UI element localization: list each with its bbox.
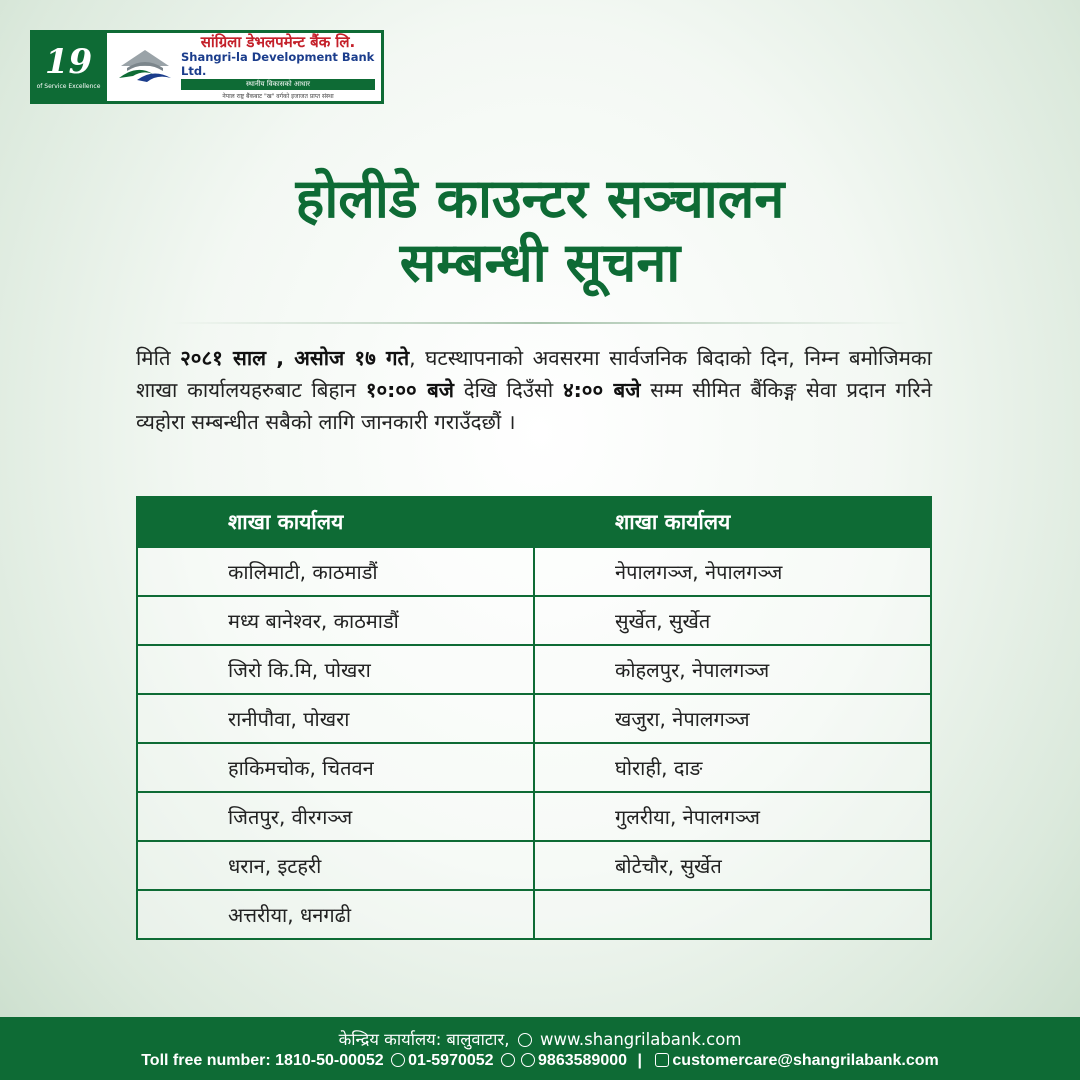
- footer-separator: |: [637, 1052, 642, 1069]
- footer-contact-row: [0, 1052, 1080, 1070]
- contact-footer: [0, 1017, 1080, 1080]
- branch-cell: मध्य बानेश्वर, काठमाडौं: [137, 596, 534, 645]
- phone-number[interactable]: 01-5970052: [408, 1052, 494, 1069]
- mobile-number[interactable]: 9863589000: [538, 1052, 628, 1069]
- notice-text-4: सम्म सीमित बैंकिङ्ग सेवा प्रदान गरिने व्यहोरा सम्बन्धीत सबैको लागि जानकारी गराउँदछौं ।: [136, 378, 933, 434]
- branch-cell: बोटेचौर, सुर्खेत: [534, 841, 931, 890]
- table-row: [137, 645, 931, 694]
- notice-title-line2: सम्बन्धी सूचना: [399, 231, 681, 294]
- bank-tagline: स्थानीय विकासको आधार: [181, 79, 375, 90]
- branch-cell: नेपालगञ्ज, नेपालगञ्ज: [534, 547, 931, 596]
- website-link[interactable]: www.shangrilabank.com: [539, 1030, 742, 1049]
- branch-cell: खजुरा, नेपालगञ्ज: [534, 694, 931, 743]
- viber-icon: [501, 1053, 515, 1067]
- logo-text: [177, 34, 375, 99]
- notice-paragraph: [136, 342, 932, 438]
- table-row: [137, 596, 931, 645]
- branch-cell: धरान, इटहरी: [137, 841, 534, 890]
- table-row: [137, 694, 931, 743]
- notice-start-time: १०:०० बजे: [365, 378, 454, 402]
- branch-cell: सुर्खेत, सुर्खेत: [534, 596, 931, 645]
- anniversary-years: 19: [44, 41, 93, 82]
- email-link[interactable]: customercare@shangrilabank.com: [672, 1052, 939, 1069]
- notice-date: २०८१ साल , असोज १७ गते: [180, 346, 410, 370]
- branch-cell: जिरो कि.मि, पोखरा: [137, 645, 534, 694]
- title-divider: [170, 322, 910, 324]
- bank-logo-box: [30, 30, 384, 104]
- phone-icon: [391, 1053, 405, 1067]
- footer-address-row: [0, 1027, 1080, 1050]
- table-header-right: शाखा कार्यालय: [534, 497, 931, 547]
- anniversary-badge: [33, 33, 107, 101]
- anniversary-caption: of Service Excellence: [36, 82, 101, 90]
- notice-end-time: ४:०० बजे: [562, 378, 641, 402]
- branch-cell: कोहलपुर, नेपालगञ्ज: [534, 645, 931, 694]
- branch-cell: अत्तरीया, धनगढी: [137, 890, 534, 939]
- toll-free-number[interactable]: Toll free number: 1810-50-00052: [141, 1052, 384, 1069]
- bank-license-note: नेपाल राष्ट्र बैंकबाट "ख" वर्गको इजाजत प्राप्त संस्था: [222, 92, 334, 100]
- logo-brand: [107, 33, 381, 101]
- whatsapp-icon: [521, 1053, 535, 1067]
- table-row: [137, 792, 931, 841]
- bank-name-nepali: सांग्रिला डेभलपमेन्ट बैंक लि.: [200, 33, 356, 52]
- head-office-address: केन्द्रिय कार्यालय: बालुवाटार,: [338, 1030, 510, 1049]
- branch-cell: कालिमाटी, काठमाडौं: [137, 547, 534, 596]
- notice-text-2: , घटस्थापनाको अवसरमा सार्वजनिक बिदाको दिन, निम्न बमोजिमका शाखा कार्यालयहरुबाट बिहान: [136, 346, 932, 402]
- table-row: [137, 547, 931, 596]
- notice-text-1: मिति: [136, 346, 181, 370]
- mail-icon: [655, 1053, 669, 1067]
- branch-cell: रानीपौवा, पोखरा: [137, 694, 534, 743]
- table-header-row: [137, 497, 931, 547]
- branch-cell: जितपुर, वीरगञ्ज: [137, 792, 534, 841]
- globe-icon: [518, 1033, 532, 1047]
- branch-cell: घोराही, दाङ: [534, 743, 931, 792]
- table-row: [137, 841, 931, 890]
- bank-name-english: Shangri-la Development Bank Ltd.: [181, 49, 375, 78]
- bank-emblem-icon: [113, 44, 177, 90]
- notice-text-3: देखि दिउँसो: [454, 378, 563, 402]
- table-header-left: शाखा कार्यालय: [137, 497, 534, 547]
- table-row: [137, 743, 931, 792]
- branch-cell: [534, 890, 931, 939]
- notice-title-line1: होलीडे काउन्टर सञ्चालन: [295, 167, 785, 230]
- branch-table: [136, 496, 932, 940]
- branch-cell: हाकिमचोक, चितवन: [137, 743, 534, 792]
- branch-cell: गुलरीया, नेपालगञ्ज: [534, 792, 931, 841]
- table-row: [137, 890, 931, 939]
